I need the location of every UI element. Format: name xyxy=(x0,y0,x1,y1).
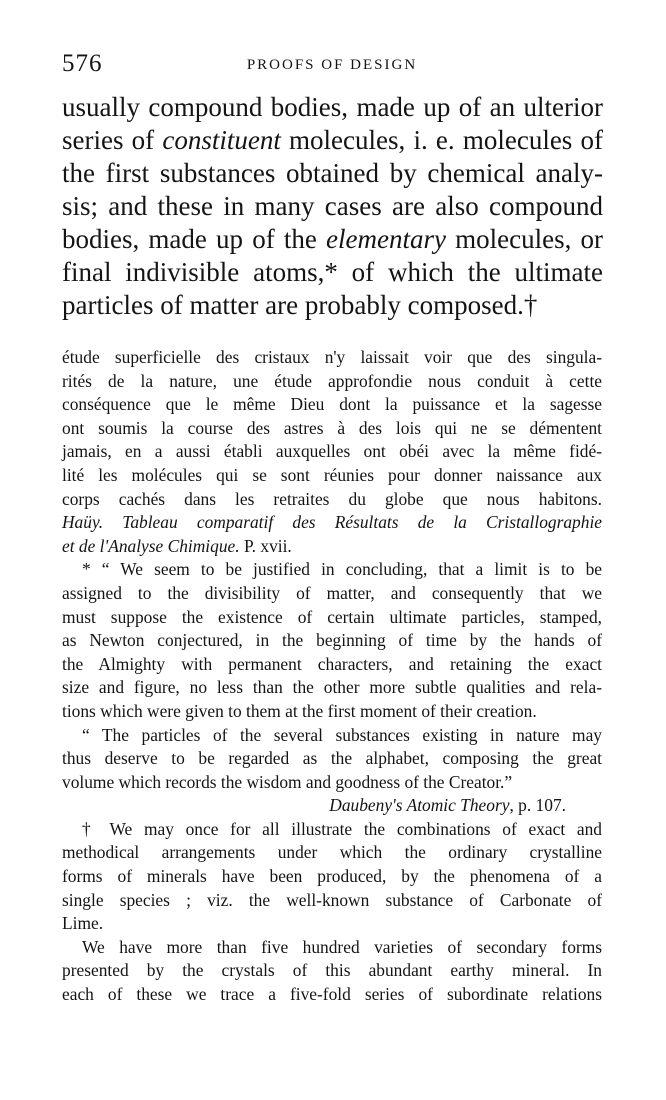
footnote-line: must suppose the existence of certain ultimate particles, stamped, xyxy=(62,606,602,627)
footnote-line: conséquence que le même Dieu dont la puissance et la sagesse xyxy=(62,394,602,415)
page-number: 576 xyxy=(62,50,103,77)
footnote-line: corps cachés dans les retraites du globe que nous habitons. xyxy=(62,488,602,509)
body-line: final indivisible atoms,* of which the ultimate xyxy=(62,257,603,287)
footnote-line: forms of minerals have been produced, by the phenomena of a xyxy=(62,866,602,887)
body-line: series of constituent molecules, i. e. molecules of xyxy=(62,125,604,155)
footnote-line: volume which records the wisdom and goodness of the Creator.” xyxy=(62,771,513,792)
footnote-line: lité les molécules qui se sont réunies pour donner naissance aux xyxy=(62,464,602,485)
footnote-citation: et de l'Analyse Chimique. P. xvii. xyxy=(62,535,292,556)
footnote-line: “ The particles of the several substances existing in nature may xyxy=(82,724,602,745)
footnote-line: We have more than five hundred varieties of secondary forms xyxy=(82,936,602,957)
footnote-line: † We may once for all illustrate the combinations of exact and xyxy=(82,818,602,839)
footnote-line: Lime. xyxy=(62,913,104,934)
footnote-line: assigned to the divisibility of matter, and consequently that we xyxy=(62,582,602,603)
footnote-line: each of these we trace a five-fold series of subordinate relations xyxy=(62,984,602,1005)
footnote-line: size and figure, no less than the other more subtle qualities and rela- xyxy=(62,677,602,698)
body-line: particles of matter are probably composed.† xyxy=(62,290,538,320)
footnote-line: ont soumis la course des astres à des lois qui ne se démentent xyxy=(62,417,602,438)
body-line: bodies, made up of the elementary molecules, or xyxy=(62,224,603,254)
running-title: PROOFS OF DESIGN xyxy=(246,57,418,73)
footnote-line: * “ We seem to be justified in concluding, that a limit is to be xyxy=(82,559,602,580)
footnote-line: methodical arrangements under which the ordinary crystalline xyxy=(62,842,602,863)
body-line: usually compound bodies, made up of an ulterior xyxy=(62,92,603,122)
footnote-line: single species ; viz. the well-known substance of Carbonate of xyxy=(62,889,602,910)
footnote-citation: Daubeny's Atomic Theory, p. 107. xyxy=(329,795,566,816)
footnote-line: thus deserve to be regarded as the alphabet, composing the great xyxy=(62,748,602,769)
footnote-citation: Haüy. Tableau comparatif des Résultats de la Cristallographie xyxy=(62,512,602,533)
footnote-line: tions which were given to them at the first moment of their creation. xyxy=(62,700,537,721)
footnote-line: rités de la nature, une étude approfondie nous conduit à cette xyxy=(62,370,602,391)
body-line: sis; and these in many cases are also compound xyxy=(62,191,603,221)
footnotes xyxy=(62,346,602,1007)
footnote-line: as Newton conjectured, in the beginning of time by the hands of xyxy=(62,630,602,651)
footnote-line: the Almighty with permanent characters, and retaining the exact xyxy=(62,653,602,674)
footnote-line: étude superficielle des cristaux n'y laissait voir que des singula- xyxy=(62,347,602,367)
body-line: the first substances obtained by chemical analy- xyxy=(62,158,603,188)
footnote-line: presented by the crystals of this abundant earthy mineral. In xyxy=(62,960,602,981)
main-body-text xyxy=(62,91,603,322)
page-header xyxy=(62,50,602,84)
footnote-line: jamais, en a aussi établi auxquelles ont obéi avec la même fidé- xyxy=(62,441,602,462)
